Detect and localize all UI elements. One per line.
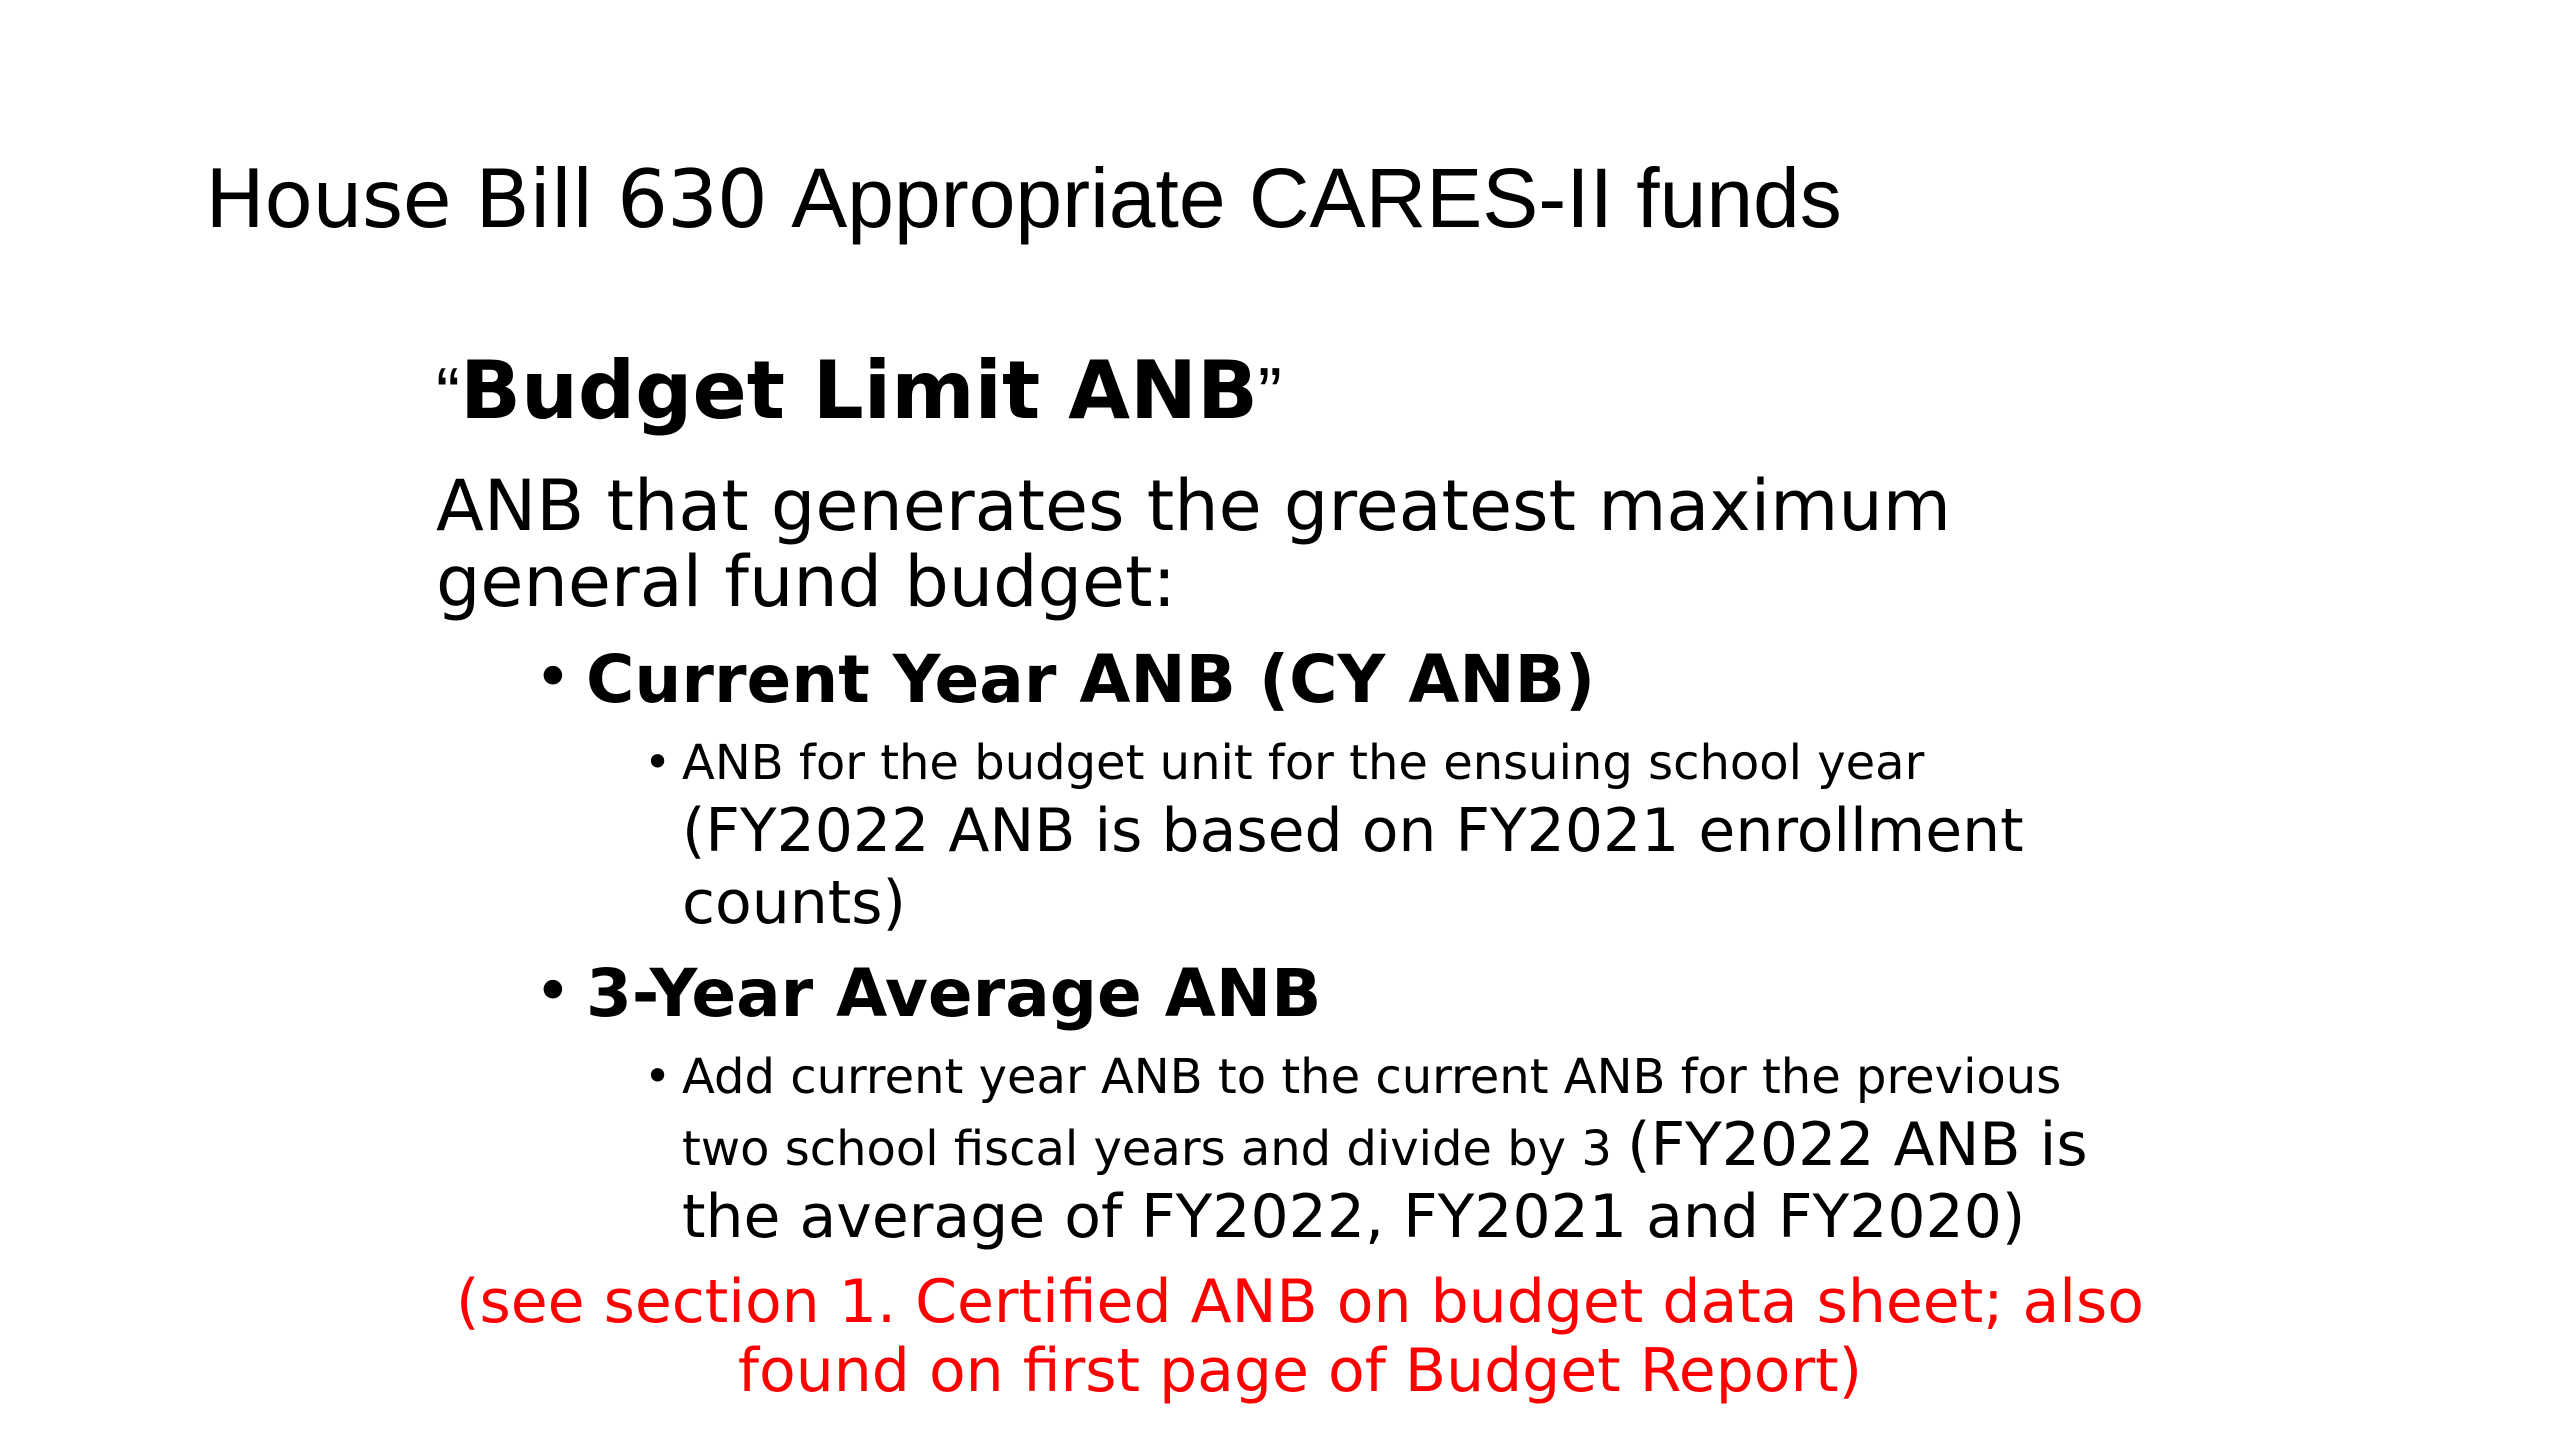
sub-bullet-text-large: (FY2022 ANB is based on FY2021 enrollment counts) bbox=[682, 796, 2024, 939]
sub-bullet-text-large: (FY2022 ANB is the average of FY2022, FY2021 and FY2020) bbox=[682, 1109, 2088, 1252]
heading-text: Budget Limit ANB bbox=[459, 344, 1258, 437]
title-sub: Appropriate CARES-II funds bbox=[791, 151, 1842, 245]
sub-bullet-text-small: ANB for the budget unit for the ensuing school year bbox=[682, 735, 1925, 792]
sub-bullet-item bbox=[586, 1044, 2102, 1256]
section-heading bbox=[436, 345, 2256, 437]
footnote-reference: (see section 1. Certified ANB on budget data sheet; also found on first page of Budget Report) bbox=[456, 1267, 2144, 1406]
sub-bullet-list bbox=[586, 1044, 2256, 1256]
sub-bullet-list bbox=[586, 730, 2256, 942]
bullet-label: Current Year ANB (CY ANB) bbox=[586, 641, 1596, 719]
heading-close-quote: ” bbox=[1257, 354, 1282, 434]
slide-title bbox=[205, 150, 1842, 247]
sub-bullet-text bbox=[682, 1048, 2088, 1252]
bullet-three-year-average-anb bbox=[436, 956, 2256, 1255]
heading-open-quote: “ bbox=[436, 354, 460, 434]
sub-bullet-text-small: Add current year ANB to the current ANB for the previous two school fiscal years and divide by 3 bbox=[682, 1048, 2062, 1177]
bullet-label: 3-Year Average ANB bbox=[586, 954, 1322, 1032]
title-main: House Bill 630 bbox=[205, 153, 767, 246]
bullet-current-year-anb bbox=[436, 642, 2256, 941]
sub-bullet-text bbox=[682, 735, 2024, 939]
bullet-list bbox=[436, 642, 2256, 1255]
slide-content bbox=[436, 345, 2256, 1269]
sub-bullet-dot-icon: • bbox=[644, 735, 672, 790]
bullet-dot-icon: • bbox=[534, 954, 572, 1029]
intro-text: ANB that generates the greatest maximum general fund budget: bbox=[436, 465, 1951, 623]
sub-bullet-dot-icon: • bbox=[644, 1048, 672, 1103]
bullet-dot-icon: • bbox=[534, 641, 572, 716]
sub-bullet-item bbox=[586, 730, 2102, 942]
